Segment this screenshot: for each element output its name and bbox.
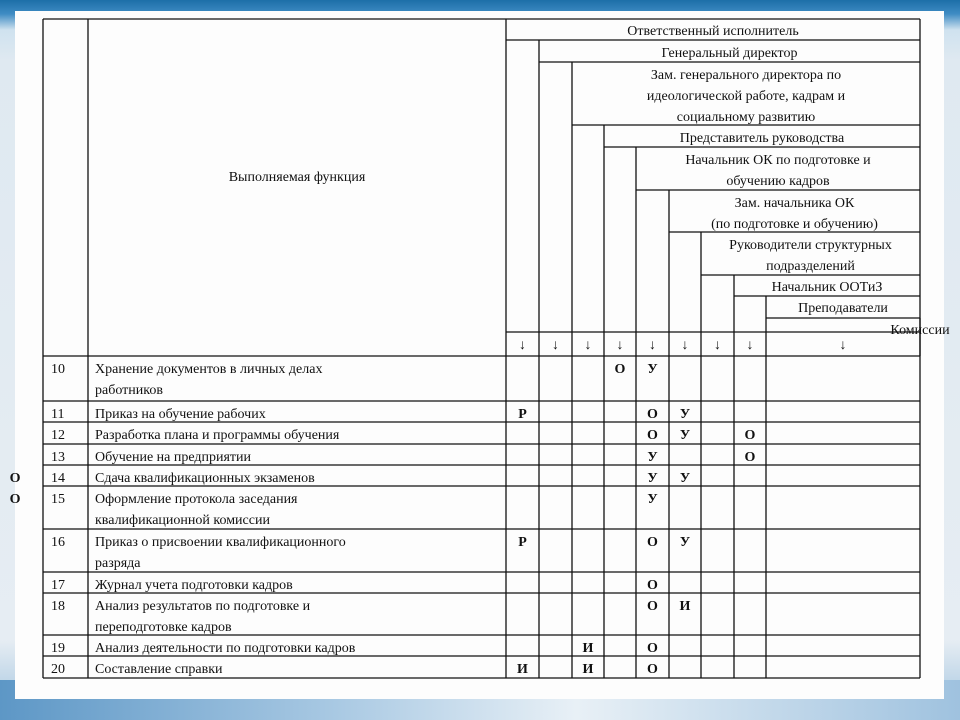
down-arrow-icon: ↓ [584,338,592,353]
responsibility-mark: У [679,471,691,486]
row-number: 17 [51,578,65,593]
down-arrow-icon: ↓ [681,338,689,353]
responsibility-mark: О [647,535,658,550]
function-column-title: Выполняемая функция [228,170,366,185]
row-function-text: Разработка плана и программы обучения [95,428,340,443]
header-executor-nach_ootiz: Начальник ООТиЗ [771,280,883,295]
header-executor-ruk_str: Руководители структурных [729,238,892,253]
row-function-text: Анализ деятельности по подготовки кадров [95,641,356,656]
row-function-text: Приказ о присвоении квалификационного [95,535,346,550]
responsibility-mark: О [647,407,658,422]
down-arrow-icon: ↓ [616,338,624,353]
row-function-text: Составление справки [95,662,223,677]
row-number: 18 [51,599,65,614]
row-number: 19 [51,641,65,656]
header-executor-zam_nach_ok: (по подготовке и обучению) [711,217,878,232]
down-arrow-icon: ↓ [519,338,526,353]
down-arrow-icon: ↓ [746,338,754,353]
row-function-text: переподготовке кадров [95,620,232,635]
header-executor-zam_gen: идеологической работе, кадрам и [646,89,846,104]
down-arrow-icon: ↓ [649,338,656,353]
responsibility-mark: У [647,362,658,377]
row-number: 14 [51,471,65,486]
down-arrow-icon: ↓ [714,338,721,353]
header-executor-ruk_str: подразделений [766,259,855,274]
header-executor-zam_gen: социальному развитию [676,110,816,125]
responsibility-matrix-table [9,11,950,699]
row-number: 16 [51,535,65,550]
header-executor-zam_gen: Зам. генерального директора по [650,68,842,83]
row-function-text: работников [95,383,163,398]
header-executor-pred_ruk: Представитель руководства [679,131,845,146]
header-executor-nach_ok: обучению кадров [726,174,830,189]
header-executor-zam_nach_ok: Зам. начальника ОК [734,196,855,211]
responsibility-mark: О [647,641,658,656]
responsibility-mark: У [679,428,691,443]
row-function-text: квалификационной комиссии [95,513,270,528]
responsibility-mark: О [647,662,658,677]
row-function-text: Журнал учета подготовки кадров [95,578,293,593]
down-arrow-icon: ↓ [552,338,559,353]
row-function-text: Сдача квалификационных экзаменов [95,471,315,486]
row-number: 13 [51,450,65,465]
responsibility-mark: У [647,471,658,486]
row-function-text: Оформление протокола заседания [95,492,298,507]
row-function-text: Анализ результатов по подготовке и [95,599,311,614]
down-arrow-icon: ↓ [839,338,847,353]
row-function-text: разряда [95,556,141,571]
row-function-text: Обучение на предприятии [95,450,252,465]
header-executor-komissii: Комиссии [890,323,950,338]
row-number: 15 [51,492,65,507]
responsibility-mark: У [679,535,691,550]
responsibility-mark: О [647,578,658,593]
row-number: 11 [51,407,65,422]
document-sheet [9,11,950,699]
row-number: 10 [51,362,65,377]
header-executor-nach_ok: Начальник ОК по подготовке и [685,153,871,168]
responsibility-mark: О [614,362,626,377]
responsibility-mark: И [582,662,594,677]
header-executor-otv: Ответственный исполнитель [627,24,799,39]
responsibility-mark: О [9,471,21,486]
responsibility-mark: И [679,599,691,614]
responsibility-mark: У [647,450,658,465]
row-function-text: Приказ на обучение рабочих [95,407,266,422]
responsibility-mark: О [9,492,21,507]
responsibility-mark: И [582,641,594,656]
responsibility-mark: У [679,407,691,422]
responsibility-mark: О [744,428,756,443]
responsibility-mark: О [744,450,756,465]
row-number: 12 [51,428,65,443]
header-executor-prepod: Преподаватели [798,301,888,316]
responsibility-mark: Р [518,535,527,550]
row-function-text: Хранение документов в личных делах [95,362,323,377]
header-executor-gen_dir: Генеральный директор [661,46,798,61]
responsibility-mark: И [517,662,528,677]
responsibility-mark: У [647,492,658,507]
responsibility-mark: О [647,599,658,614]
row-number: 20 [51,662,65,677]
responsibility-mark: О [647,428,658,443]
responsibility-mark: Р [518,407,527,422]
